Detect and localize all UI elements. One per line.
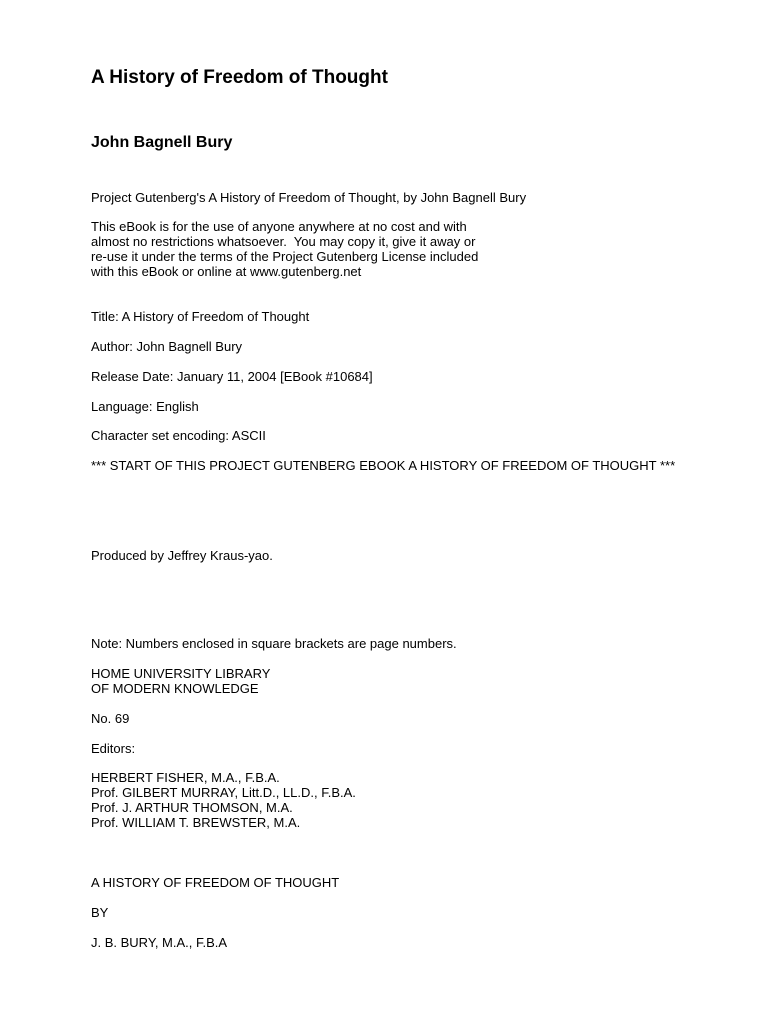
book-title-caps: A HISTORY OF FREEDOM OF THOUGHT — [91, 875, 340, 890]
editors-label: Editors: — [91, 741, 136, 756]
editor-line: Prof. J. ARTHUR THOMSON, M.A. — [91, 800, 293, 815]
license-line: almost no restrictions whatsoever. You may copy it, give it away or — [91, 234, 476, 249]
editor-line: HERBERT FISHER, M.A., F.B.A. — [91, 770, 280, 785]
license-line: re-use it under the terms of the Project Gutenberg License included — [91, 249, 479, 264]
meta-author: Author: John Bagnell Bury — [91, 339, 243, 354]
document-title: A History of Freedom of Thought — [91, 67, 388, 88]
editors-list — [91, 770, 695, 830]
editor-line: Prof. GILBERT MURRAY, Litt.D., LL.D., F.B.A. — [91, 785, 356, 800]
license-line: This eBook is for the use of anyone anywhere at no cost and with — [91, 219, 467, 234]
series-number: No. 69 — [91, 711, 130, 726]
by-label: BY — [91, 905, 109, 920]
license-paragraph — [91, 219, 695, 279]
start-marker: *** START OF THIS PROJECT GUTENBERG EBOOK A HISTORY OF FREEDOM OF THOUGHT *** — [91, 458, 676, 473]
page-number-note: Note: Numbers enclosed in square brackets are page numbers. — [91, 636, 457, 651]
produced-by: Produced by Jeffrey Kraus-yao. — [91, 548, 273, 563]
byline: J. B. BURY, M.A., F.B.A — [91, 935, 228, 950]
meta-title: Title: A History of Freedom of Thought — [91, 309, 310, 324]
meta-encoding: Character set encoding: ASCII — [91, 428, 266, 443]
library-line: OF MODERN KNOWLEDGE — [91, 681, 259, 696]
license-line: with this eBook or online at www.gutenberg.net — [91, 264, 362, 279]
meta-language: Language: English — [91, 399, 199, 414]
intro-line: Project Gutenberg's A History of Freedom of Thought, by John Bagnell Bury — [91, 190, 527, 205]
library-name — [91, 666, 695, 696]
meta-release-date: Release Date: January 11, 2004 [EBook #10684] — [91, 369, 373, 384]
library-line: HOME UNIVERSITY LIBRARY — [91, 666, 271, 681]
editor-line: Prof. WILLIAM T. BREWSTER, M.A. — [91, 815, 301, 830]
author-heading: John Bagnell Bury — [91, 134, 233, 151]
